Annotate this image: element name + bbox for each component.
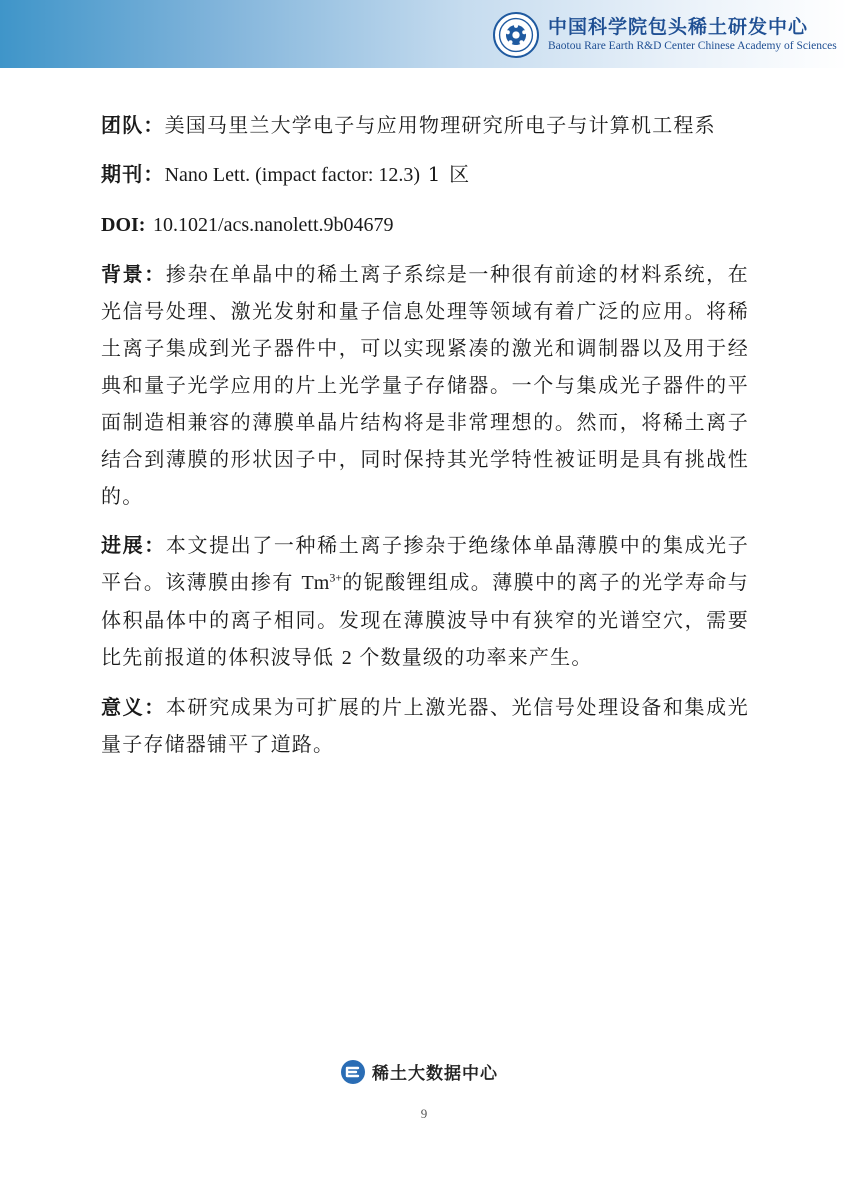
- progress-paragraph: [101, 527, 749, 677]
- article-body: [101, 107, 749, 775]
- progress-text-after: 的铌酸锂组成。薄膜中的离子的光学寿命与体积晶体中的离子相同。发现在薄膜波导中有狭窄的光谱空穴，需要比先前报道的体积波导低: [101, 570, 749, 669]
- background-text: 掺杂在单晶中的稀土离子系综是一种很有前途的材料系统，在光信号处理、激光发射和量子信息处理等领域有着广泛的应用。将稀土离子集成到光子器件中，可以实现紧凑的激光和调制器以及用于经典和量子光学应用的片上光学量子存储器。一个与集成光子器件的平面制造相兼容的薄膜单晶片结构将是非常理想的。然而，将稀土离子结合到薄膜的形状因子中，同时保持其光学特性被证明是具有挑战性的。: [101, 262, 749, 508]
- progress-text-before: 本文提出了一种稀土离子掺杂于绝缘体单晶薄膜中的集成光子平台。该薄膜由掺有: [101, 533, 749, 594]
- page-number: 9: [420, 1106, 428, 1121]
- team-paragraph: [101, 107, 749, 144]
- journal-zone: 1 区: [427, 162, 471, 186]
- header-title: 中国科学院包头稀土研发中心: [548, 16, 809, 38]
- team-label: 团队：: [101, 113, 165, 137]
- doi-text: 10.1021/acs.nanolett.9b04679: [153, 214, 394, 236]
- footer-label: 稀土大数据中心: [372, 1064, 498, 1084]
- rare-earth-big-data-logo-icon: [340, 1059, 366, 1085]
- progress-ion: Tm: [301, 572, 330, 594]
- header-subtitle: Baotou Rare Earth R&D Center Chinese Academy of Sciences: [548, 40, 837, 52]
- progress-number: 2: [341, 647, 352, 669]
- team-text: 美国马里兰大学电子与应用物理研究所电子与计算机工程系: [164, 113, 716, 137]
- journal-label: 期刊：: [101, 162, 165, 186]
- background-paragraph: [101, 256, 749, 515]
- header-band: [0, 0, 848, 68]
- journal-text: Nano Lett. (impact factor: 12.3): [164, 164, 421, 186]
- progress-label: 进展：: [101, 533, 166, 557]
- doi-paragraph: [101, 206, 749, 244]
- background-label: 背景：: [101, 262, 166, 286]
- progress-text-end: 个数量级的功率来产生。: [359, 645, 593, 669]
- significance-paragraph: [101, 689, 749, 763]
- significance-label: 意义：: [101, 695, 166, 719]
- journal-paragraph: [101, 156, 749, 194]
- doi-label: DOI:: [101, 214, 146, 236]
- progress-ion-charge: 3+: [329, 570, 343, 585]
- cas-emblem-icon: [493, 12, 539, 58]
- significance-text: 本研究成果为可扩展的片上激光器、光信号处理设备和集成光量子存储器铺平了道路。: [101, 695, 749, 756]
